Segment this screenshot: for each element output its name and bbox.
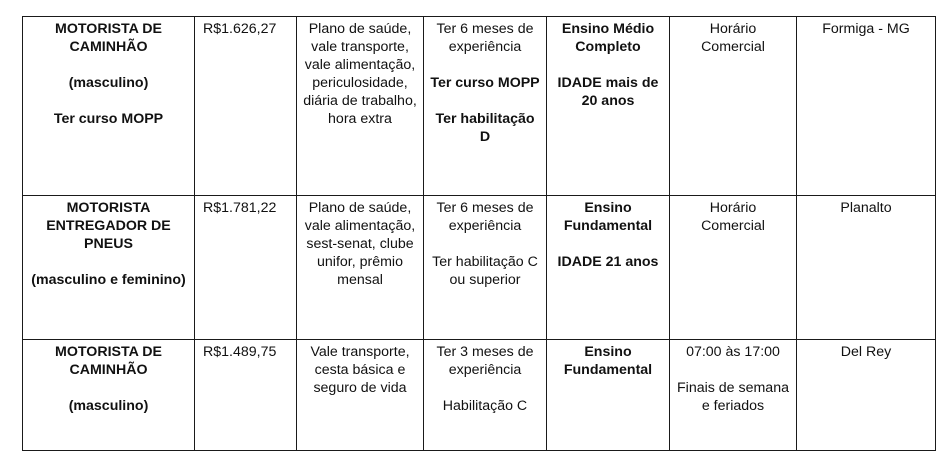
experience: Ter 3 meses de experiência xyxy=(436,344,534,378)
schedule-cell xyxy=(670,17,797,196)
salary-cell xyxy=(195,17,297,196)
schedule: Horário Comercial xyxy=(701,21,765,55)
location: Del Rey xyxy=(840,344,892,360)
education: Ensino Fundamental xyxy=(563,344,653,378)
location-cell xyxy=(797,340,936,451)
experience: Ter 6 meses de experiência xyxy=(436,200,534,234)
job-title-cell xyxy=(23,340,195,451)
schedule-cell xyxy=(670,196,797,340)
location: Formiga - MG xyxy=(822,21,910,37)
location: Planalto xyxy=(840,200,892,216)
benefits: Vale transporte, cesta básica e seguro de vida xyxy=(310,344,410,396)
table-row xyxy=(23,340,936,451)
education: Ensino Fundamental xyxy=(563,200,653,234)
experience-cell xyxy=(424,196,547,340)
job-title-cell xyxy=(23,196,195,340)
salary: R$1.626,27 xyxy=(203,21,277,37)
age-requirement: IDADE mais de 20 anos xyxy=(557,75,659,109)
experience-cell xyxy=(424,340,547,451)
job-listings-table xyxy=(22,16,936,451)
experience-cell xyxy=(424,17,547,196)
job-gender: (masculino) xyxy=(68,75,149,91)
experience-requirement: Ter curso MOPP xyxy=(430,75,540,91)
job-gender: (masculino e feminino) xyxy=(31,272,186,288)
experience-requirement: Ter habilitação C ou superior xyxy=(432,254,538,288)
location-cell xyxy=(797,196,936,340)
job-gender: (masculino) xyxy=(68,398,149,414)
benefits-cell xyxy=(297,17,424,196)
salary: R$1.489,75 xyxy=(203,344,277,360)
job-extra-requirement: Ter curso MOPP xyxy=(53,111,164,127)
education-cell xyxy=(547,196,670,340)
job-title: MOTORISTA DE CAMINHÃO xyxy=(55,21,162,55)
benefits: Plano de saúde, vale alimentação, sest-senat, clube unifor, prêmio mensal xyxy=(304,200,416,288)
schedule: Horário Comercial xyxy=(701,200,765,234)
education-cell xyxy=(547,17,670,196)
job-title-cell xyxy=(23,17,195,196)
benefits-cell xyxy=(297,196,424,340)
schedule-cell xyxy=(670,340,797,451)
experience-requirement: Habilitação C xyxy=(442,398,528,414)
age-requirement: IDADE 21 anos xyxy=(557,254,659,270)
education-cell xyxy=(547,340,670,451)
salary-cell xyxy=(195,196,297,340)
schedule: 07:00 às 17:00 xyxy=(686,344,780,360)
table-row xyxy=(23,196,936,340)
job-title: MOTORISTA ENTREGADOR DE PNEUS xyxy=(46,200,171,252)
experience: Ter 6 meses de experiência xyxy=(436,21,534,55)
salary: R$1.781,22 xyxy=(203,200,277,216)
benefits-cell xyxy=(297,340,424,451)
experience-requirement: Ter habilitação D xyxy=(435,111,535,145)
benefits: Plano de saúde, vale transporte, vale alimentação, periculosidade, diária de trabalho, hora extra xyxy=(303,21,417,127)
education: Ensino Médio Completo xyxy=(561,21,655,55)
schedule-extra: Finais de semana e feriados xyxy=(677,380,789,414)
job-title: MOTORISTA DE CAMINHÃO xyxy=(55,344,162,378)
salary-cell xyxy=(195,340,297,451)
location-cell xyxy=(797,17,936,196)
table-row xyxy=(23,17,936,196)
